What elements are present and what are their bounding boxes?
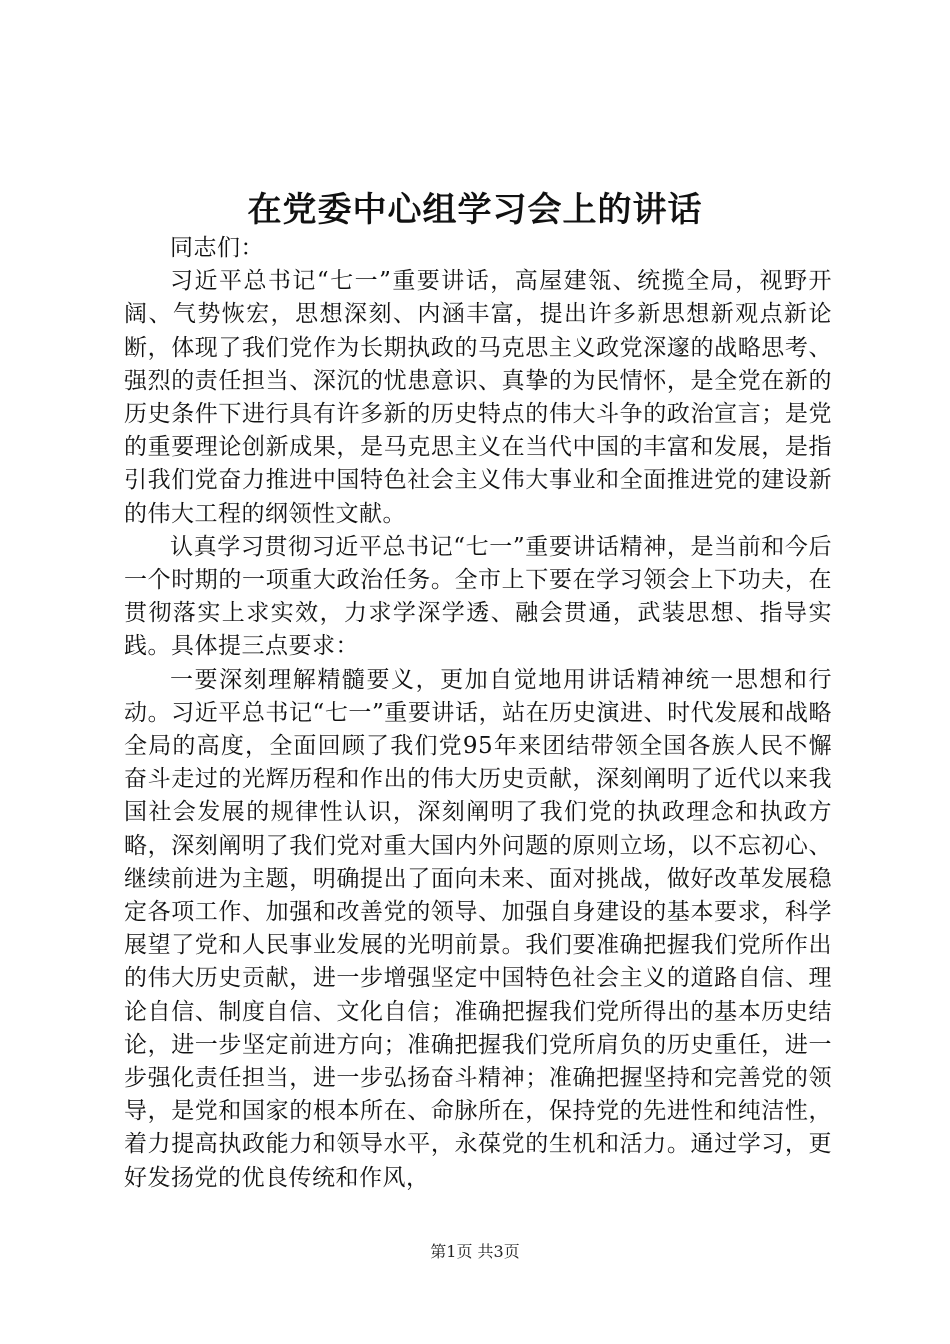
- document-title: 在党委中心组学习会上的讲话: [247, 190, 703, 230]
- salutation: 同志们：: [170, 235, 264, 261]
- paragraph-2: 认真学习贯彻习近平总书记“七一”重要讲话精神，是当前和今后一个时期的一项重大政治任务。全市上下要在学习领会上下功夫，在贯彻落实上求实效，力求学深学透、融会贯通，武装思想、指导实践。具体提三点要求：: [124, 533, 832, 660]
- paragraph-3: 一要深刻理解精髓要义，更加自觉地用讲话精神统一思想和行动。习近平总书记“七一”重要讲话，站在历史演进、时代发展和战略全局的高度，全面回顾了我们党95年来团结带领全国各族人民不懈奋斗走过的光辉历程和作出的伟大历史贡献，深刻阐明了近代以来我国社会发展的规律性认识，深刻阐明了我们党的执政理念和执政方略，深刻阐明了我们党对重大国内外问题的原则立场，以不忘初心、继续前进为主题，明确提出了面向未来、面对挑战，做好改革发展稳定各项工作、加强和改善党的领导、加强自身建设的基本要求，科学展望了党和人民事业发展的光明前景。我们要准确把握我们党所作出的伟大历史贡献，进一步增强坚定中国特色社会主义的道路自信、理论自信、制度自信、文化自信；准确把握我们党所得出的基本历史结论，进一步坚定前进方向；准确把握我们党所肩负的历史重任，进一步强化责任担当，进一步弘扬奋斗精神；准确把握坚持和完善党的领导，是党和国家的根本所在、命脉所在，保持党的先进性和纯洁性，着力提高执政能力和领导水平，永葆党的生机和活力。通过学习，更好发扬党的优良传统和作风，: [124, 666, 832, 1191]
- paragraph-1: 习近平总书记“七一”重要讲话，高屋建瓴、统揽全局，视野开阔、气势恢宏，思想深刻、内涵丰富，提出许多新思想新观点新论断，体现了我们党作为长期执政的马克思主义政党深邃的战略思考、强烈的责任担当、深沉的忧患意识、真挚的为民情怀，是全党在新的历史条件下进行具有许多新的历史特点的伟大斗争的政治宣言；是党的重要理论创新成果，是马克思主义在当代中国的丰富和发展，是指引我们党奋力推进中国特色社会主义伟大事业和全面推进党的建设新的伟大工程的纲领性文献。: [124, 268, 832, 527]
- page-number-footer: 第1页 共3页: [430, 1242, 520, 1261]
- document-body: [124, 232, 832, 1195]
